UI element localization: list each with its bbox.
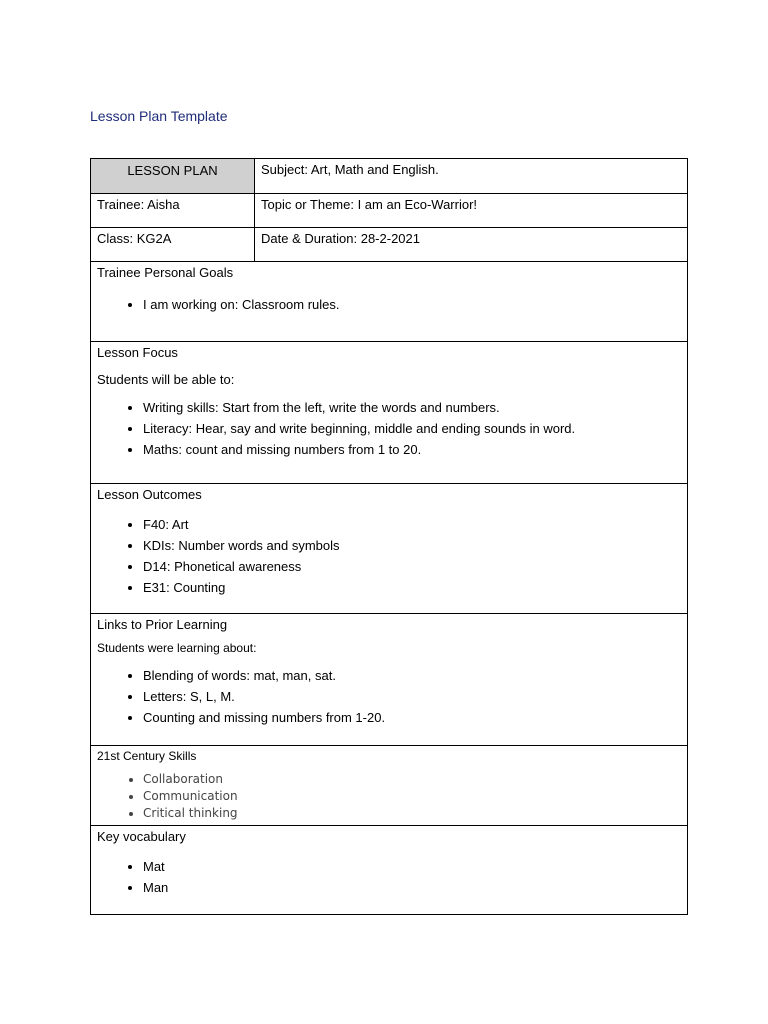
list-item: • Collaboration — [143, 771, 238, 788]
personal-goals-section — [91, 262, 687, 342]
list-item: • Letters: S, L, M. — [143, 686, 385, 707]
date-cell: Date & Duration: 28-2-2021 — [261, 231, 420, 246]
skills-section — [91, 746, 687, 826]
lesson-focus-section — [91, 342, 687, 484]
section-intro: Students were learning about: — [97, 641, 257, 655]
list-item: • Maths: count and missing numbers from 1 to 20. — [143, 439, 575, 460]
list-item: • Mat — [143, 856, 186, 877]
list-item: • Communication — [143, 788, 238, 805]
section-title: Links to Prior Learning — [97, 617, 228, 632]
topic-cell: Topic or Theme: I am an Eco-Warrior! — [261, 197, 478, 212]
list-item: • E31: Counting — [143, 577, 340, 598]
section-title: Key vocabulary — [97, 829, 186, 844]
subject-cell: Subject: Art, Math and English. — [261, 162, 439, 177]
lesson-outcomes-section — [91, 484, 687, 614]
prior-learning-section — [91, 614, 687, 746]
table-row — [91, 159, 687, 194]
lesson-plan-label: LESSON PLAN — [91, 159, 255, 193]
list-item: • F40: Art — [143, 514, 340, 535]
list-item: • Counting and missing numbers from 1-20. — [143, 707, 385, 728]
list-item: • I am working on: Classroom rules. — [143, 294, 340, 315]
vocabulary-section — [91, 826, 687, 914]
section-title: Lesson Outcomes — [97, 487, 202, 502]
trainee-cell: Trainee: Aisha — [91, 194, 255, 227]
class-cell: Class: KG2A — [91, 228, 255, 261]
list-item: • Writing skills: Start from the left, write the words and numbers. — [143, 397, 575, 418]
section-title: Trainee Personal Goals — [97, 265, 234, 280]
list-item: • D14: Phonetical awareness — [143, 556, 340, 577]
table-row — [91, 194, 687, 228]
list-item: • Blending of words: mat, man, sat. — [143, 665, 385, 686]
section-title: Lesson Focus — [97, 345, 178, 360]
list-item: • Literacy: Hear, say and write beginning, middle and ending sounds in word. — [143, 418, 575, 439]
list-item: • Critical thinking — [143, 805, 238, 822]
table-row — [91, 228, 687, 262]
list-item: • KDIs: Number words and symbols — [143, 535, 340, 556]
section-intro: Students will be able to: — [97, 372, 235, 387]
lesson-plan-table — [90, 158, 688, 915]
page-title: Lesson Plan Template — [90, 108, 228, 124]
section-title: 21st Century Skills — [97, 749, 197, 763]
list-item: • Man — [143, 877, 186, 898]
